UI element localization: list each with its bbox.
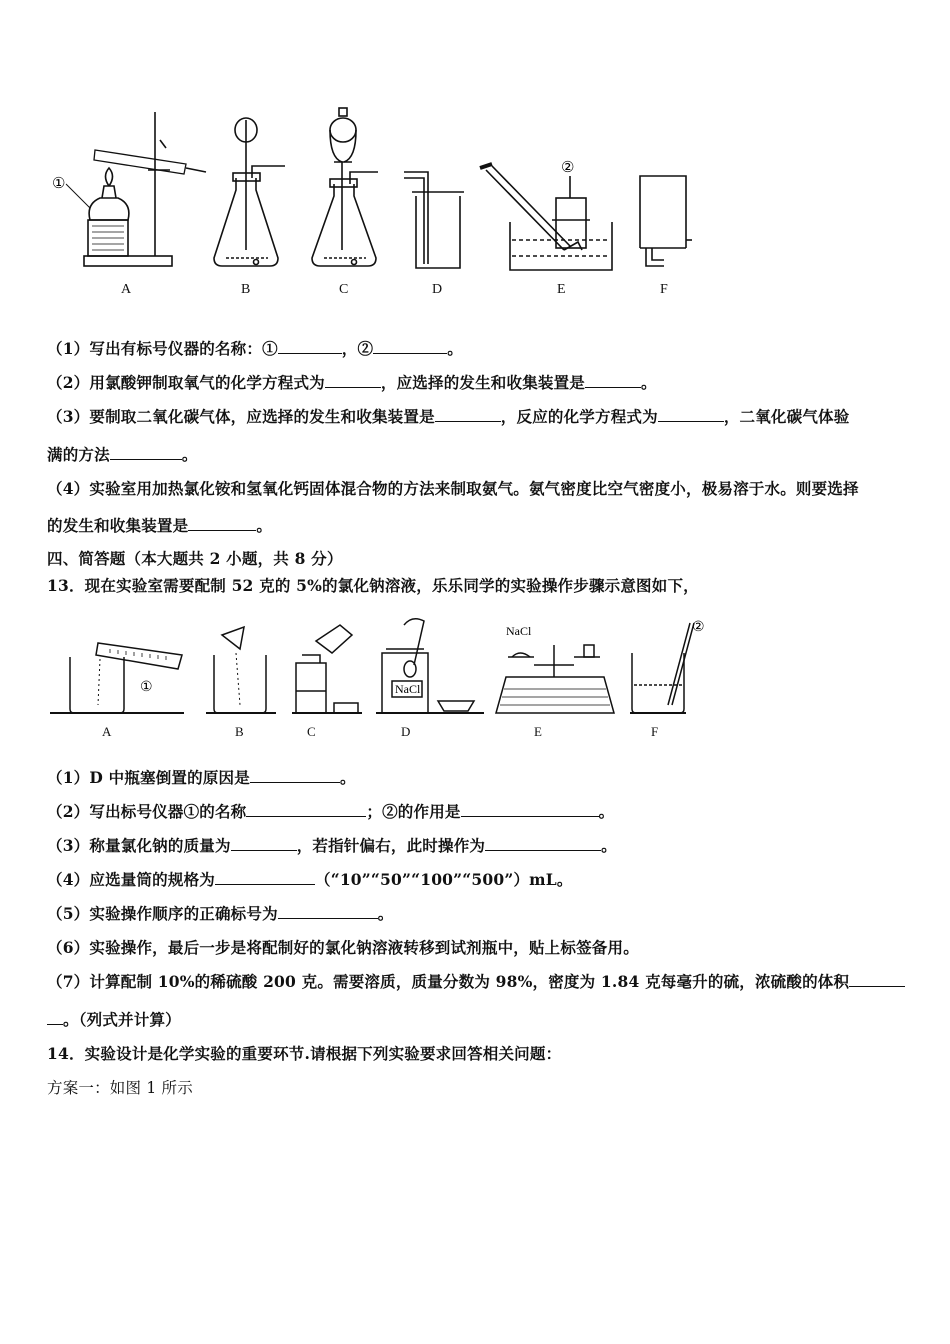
q13-p2-mid: ；②的作用是 xyxy=(366,802,461,821)
q12-p4-line1: （4）实验室用加热氯化铵和氢氧化钙固体混合物的方法来制取氨气。氨气密度比空气密度小，极易溶于水。则要选择 xyxy=(47,479,859,498)
answer-blank[interactable] xyxy=(246,802,366,817)
q13-p5-prefix: （5）实验操作顺序的正确标号为 xyxy=(47,904,278,923)
step-d xyxy=(376,619,484,713)
answer-blank[interactable] xyxy=(188,516,256,531)
q13-p2-prefix: （2）写出标号仪器①的名称 xyxy=(47,802,247,821)
q12-p4-line2-prefix: 的发生和收集装置是 xyxy=(47,516,189,535)
fig2-label-b: B xyxy=(235,724,244,739)
q14-stem: 14．实验设计是化学实验的重要环节.请根据下列实验要求回答相关问题： xyxy=(47,1044,562,1063)
apparatus-figure-2 xyxy=(0,605,950,740)
apparatus-b xyxy=(214,118,285,266)
answer-blank[interactable] xyxy=(47,1010,63,1025)
q13-part7-line2 xyxy=(47,1008,181,1030)
q13-p4-prefix: （4）应选量筒的规格为 xyxy=(47,870,215,889)
q12-part3-line2 xyxy=(47,443,198,465)
answer-blank[interactable] xyxy=(435,407,501,422)
answer-blank[interactable] xyxy=(231,836,297,851)
q13-p7-line1: （7）计算配制 10%的稀硫酸 200 克。需要溶质，质量分数为 98%，密度为 1.84 克每毫升的硫，浓硫酸的体积 xyxy=(47,972,850,991)
fig1-label-a: A xyxy=(121,282,132,297)
apparatus-f xyxy=(640,176,692,266)
step-c xyxy=(292,625,362,713)
q12-p3-prefix: （3）要制取二氧化碳气体，应选择的发生和收集装置是 xyxy=(47,407,435,426)
q13-part4 xyxy=(47,868,573,890)
q13-part2 xyxy=(47,800,614,822)
fig2-label-f: F xyxy=(651,724,659,739)
answer-blank[interactable] xyxy=(485,836,601,851)
q13-part6: （6）实验操作，最后一步是将配制好的氯化钠溶液转移到试剂瓶中，贴上标签备用。 xyxy=(47,938,639,957)
q13-p1-end: 。 xyxy=(339,768,356,787)
marker-1: ① xyxy=(140,680,153,695)
q13-stem: 13．现在实验室需要配制 52 克的 5%的氯化钠溶液，乐乐同学的实验操作步骤示意图如下， xyxy=(47,576,699,595)
q12-p3-line2-end: 。 xyxy=(181,445,198,464)
answer-blank[interactable] xyxy=(215,870,315,885)
fig2-label-d: D xyxy=(401,724,411,739)
marker-2: ② xyxy=(692,620,705,635)
q13-p3-prefix: （3）称量氯化钠的质量为 xyxy=(47,836,231,855)
fig1-label-c: C xyxy=(339,282,349,297)
q13-p7-line2: 。（列式并计算） xyxy=(63,1010,181,1029)
fig2-label-e: E xyxy=(534,724,542,739)
answer-blank[interactable] xyxy=(278,339,342,354)
fig2-label-a: A xyxy=(102,724,112,739)
marker-2: ② xyxy=(561,160,575,176)
apparatus-c xyxy=(312,108,378,266)
answer-blank[interactable] xyxy=(278,904,378,919)
q12-p2-prefix: （2）用氯酸钾制取氧气的化学方程式为 xyxy=(47,373,325,392)
q13-part1 xyxy=(47,766,356,788)
q12-part4-line2 xyxy=(47,514,272,536)
step-e xyxy=(496,645,614,713)
q13-p3-end: 。 xyxy=(601,836,617,855)
q13-p2-end: 。 xyxy=(598,802,615,821)
fig1-label-f: F xyxy=(660,282,668,297)
answer-blank[interactable] xyxy=(110,445,182,460)
apparatus-e xyxy=(480,164,612,270)
q13-p3-mid: ，若指针偏右，此时操作为 xyxy=(296,836,486,855)
q13-p4-options: （“10”“50”“100”“500”）mL。 xyxy=(315,870,573,889)
step-f xyxy=(630,623,694,713)
nacl-label-balance: NaCl xyxy=(506,624,532,638)
apparatus-a xyxy=(84,112,206,266)
answer-blank[interactable] xyxy=(461,802,599,817)
q12-p1-sep: ，② xyxy=(341,339,374,358)
q12-p4-line2-end: 。 xyxy=(256,516,273,535)
answer-blank[interactable] xyxy=(585,373,641,388)
answer-blank[interactable] xyxy=(325,373,381,388)
answer-blank[interactable] xyxy=(250,768,340,783)
q14-plan1: 方案一：如图 1 所示 xyxy=(47,1079,193,1097)
q12-part4 xyxy=(47,477,859,499)
q13-p1-prefix: （1）D 中瓶塞倒置的原因是 xyxy=(47,768,250,787)
marker-1: ① xyxy=(52,176,66,192)
fig2-label-c: C xyxy=(307,724,316,739)
q12-part1 xyxy=(47,337,463,359)
q12-p3-mid: ，反应的化学方程式为 xyxy=(500,407,658,426)
step-a xyxy=(50,643,184,713)
q13-p5-end: 。 xyxy=(377,904,394,923)
apparatus-d xyxy=(404,172,464,268)
answer-blank[interactable] xyxy=(373,339,447,354)
q13-part3 xyxy=(47,834,617,856)
answer-blank[interactable] xyxy=(849,972,905,987)
q12-part2 xyxy=(47,371,657,393)
q12-p1-prefix: （1）写出有标号仪器的名称：① xyxy=(47,339,278,358)
apparatus-figure-1 xyxy=(0,100,950,300)
nacl-label-bottle: NaCl xyxy=(395,682,421,696)
q12-part3 xyxy=(47,405,849,427)
section-heading: 四、简答题（本大题共 2 小题，共 8 分） xyxy=(47,549,343,568)
q12-p3-tail: ，二氧化碳气体验 xyxy=(723,407,850,426)
fig1-label-e: E xyxy=(557,282,566,297)
fig1-label-d: D xyxy=(432,282,443,297)
q12-p2-mid: ，应选择的发生和收集装置是 xyxy=(380,373,585,392)
answer-blank[interactable] xyxy=(658,407,724,422)
q13-part5 xyxy=(47,902,394,924)
fig1-label-b: B xyxy=(241,282,251,297)
q13-part7 xyxy=(47,970,905,992)
q12-p3-line2-prefix: 满的方法 xyxy=(47,445,110,464)
q12-p1-end: 。 xyxy=(447,339,463,358)
q12-p2-end: 。 xyxy=(641,373,657,392)
step-b xyxy=(206,627,276,713)
